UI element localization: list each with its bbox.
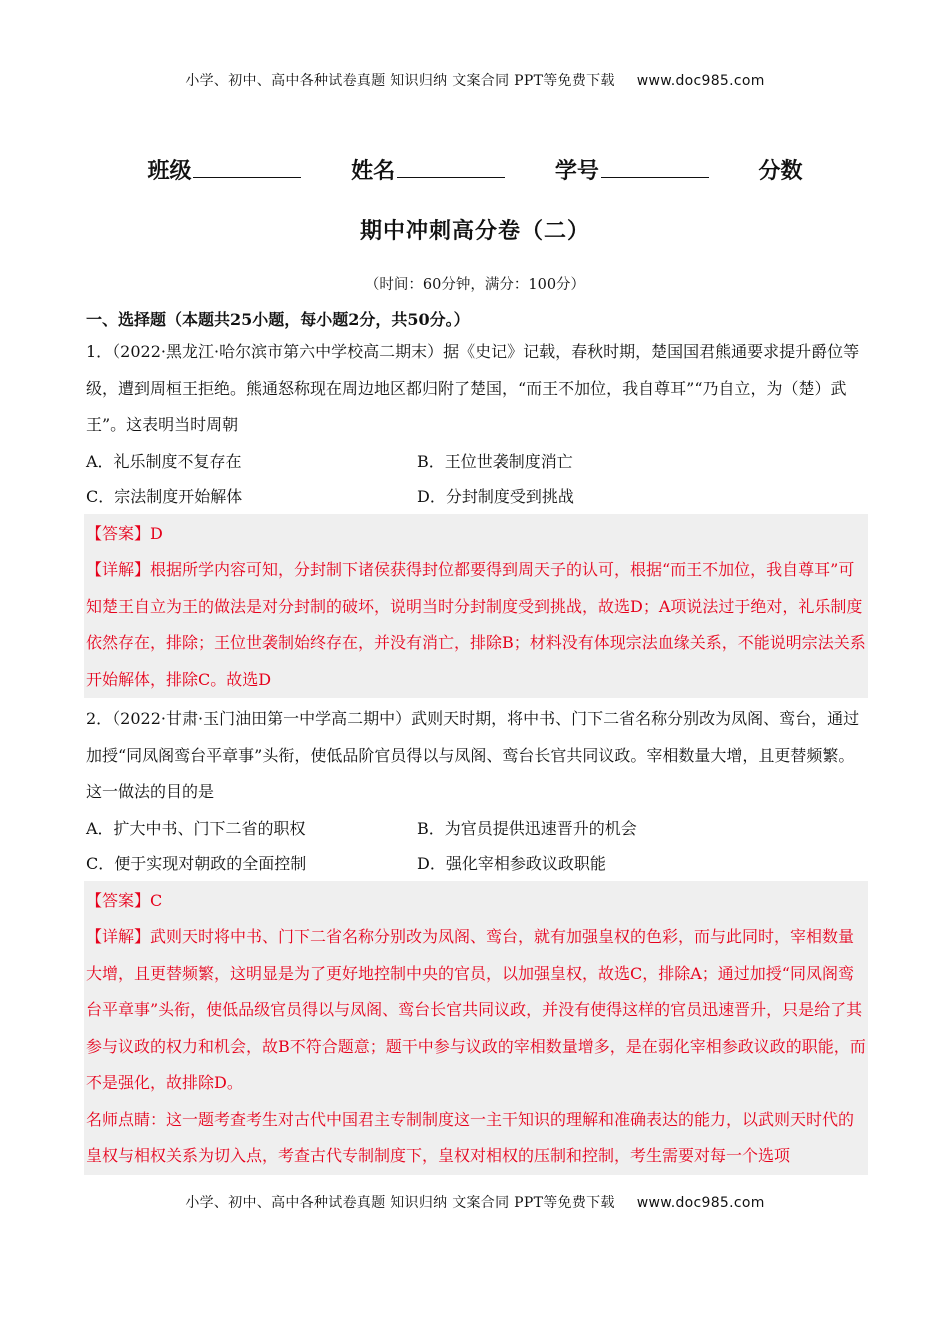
header-text: 小学、初中、高中各种试卷真题 知识归纳 文案合同 PPT等免费下载 (185, 73, 615, 89)
answer-label: 【答案】C (86, 890, 163, 910)
option-c: C．宗法制度开始解体 (86, 486, 243, 506)
score-field (759, 154, 803, 185)
option-c: C．便于实现对朝政的全面控制 (86, 853, 307, 873)
student-info-fields (0, 154, 950, 185)
question-stem: 1．（2022·黑龙江·哈尔滨市第六中学校高二期末）据《史记》记载，春秋时期，楚国国君熊通要求提升爵位等级，遭到周桓王拒绝。熊通怒称现在周边地区都归附了楚国，“而王不加位，我自尊耳”“乃自立，为（楚）武王”。这表明当时周朝 (86, 342, 860, 434)
answer-detail: 【详解】根据所学内容可知，分封制下诸侯获得封位都要得到周天子的认可，根据“而王不加位，我自尊耳”可知楚王自立为王的做法是对分封制的破坏，说明当时分封制度受到挑战，故选D；A项说法过于绝对，礼乐制度依然存在，排除；王位世袭制始终存在，并没有消亡，排除B；材料没有体现宗法血缘关系，不能说明宗法关系开始解体，排除C。故选D (86, 560, 866, 689)
class-blank (193, 157, 301, 178)
option-a: A．扩大中书、门下二省的职权 (86, 818, 306, 838)
page-header-top (0, 70, 950, 90)
question-1 (86, 334, 864, 698)
answer-detail: 【详解】武则天时将中书、门下二省名称分别改为凤阁、鸾台，就有加强皇权的色彩，而与此同时，宰相数量大增，且更替频繁，这明显是为了更好地控制中央的官员，以加强皇权，故选C，排除A；通过加授“同凤阁鸾台平章事”头衔，使低品级官员得以与凤阁、鸾台长官共同议政，并没有使得这样的官员迅速晋升，只是给了其参与议政的权力和机会，故B不符合题意；题干中参与议政的宰相数量增多，是在弱化宰相参政议政的职能，而不是强化，故排除D。 (86, 927, 866, 1092)
name-field (351, 154, 505, 185)
number-field (555, 154, 709, 185)
question-2 (86, 701, 864, 1175)
answer-block (84, 514, 868, 699)
header-site-link[interactable]: www.doc985.com (636, 73, 765, 89)
options-row (86, 811, 864, 846)
option-b: B．为官员提供迅速晋升的机会 (417, 818, 637, 838)
options-row (86, 479, 864, 514)
answer-label: 【答案】D (86, 523, 163, 543)
exam-subtitle: （时间：60分钟，满分：100分） (364, 277, 586, 293)
footer-site-link[interactable]: www.doc985.com (636, 1195, 765, 1211)
number-blank (601, 157, 709, 178)
options-row (86, 444, 864, 479)
score-label: 分数 (758, 158, 803, 184)
class-label: 班级 (147, 158, 192, 184)
question-stem: 2．（2022·甘肃·玉门油田第一中学高二期中）武则天时期，将中书、门下二省名称分别改为凤阁、鸾台，通过加授“同凤阁鸾台平章事”头衔，使低品阶官员得以与凤阁、鸾台长官共同议政。宰相数量大增，且更替频繁。这一做法的目的是 (86, 709, 860, 801)
name-label: 姓名 (351, 158, 396, 184)
options-row (86, 846, 864, 881)
name-blank (397, 157, 505, 178)
exam-title: 期中冲刺高分卷（二） (359, 218, 590, 244)
option-d: D．强化宰相参政议政职能 (417, 853, 606, 873)
page-footer (0, 1192, 950, 1212)
option-d: D．分封制度受到挑战 (417, 486, 574, 506)
footer-text: 小学、初中、高中各种试卷真题 知识归纳 文案合同 PPT等免费下载 (185, 1195, 615, 1211)
number-label: 学号 (554, 158, 599, 184)
exam-content (86, 306, 864, 1175)
answer-block (84, 881, 868, 1175)
class-field (147, 154, 301, 185)
option-b: B．王位世袭制度消亡 (417, 451, 573, 471)
option-a: A．礼乐制度不复存在 (86, 451, 242, 471)
teacher-tip: 名师点睛：这一题考查考生对古代中国君主专制制度这一主干知识的理解和准确表达的能力，以武则天时代的皇权与相权关系为切入点，考查古代专制制度下，皇权对相权的压制和控制，考生需要对每一个选项 (86, 1109, 855, 1165)
section-heading: 一、选择题（本题共25小题，每小题2分，共50分。） (86, 310, 470, 329)
